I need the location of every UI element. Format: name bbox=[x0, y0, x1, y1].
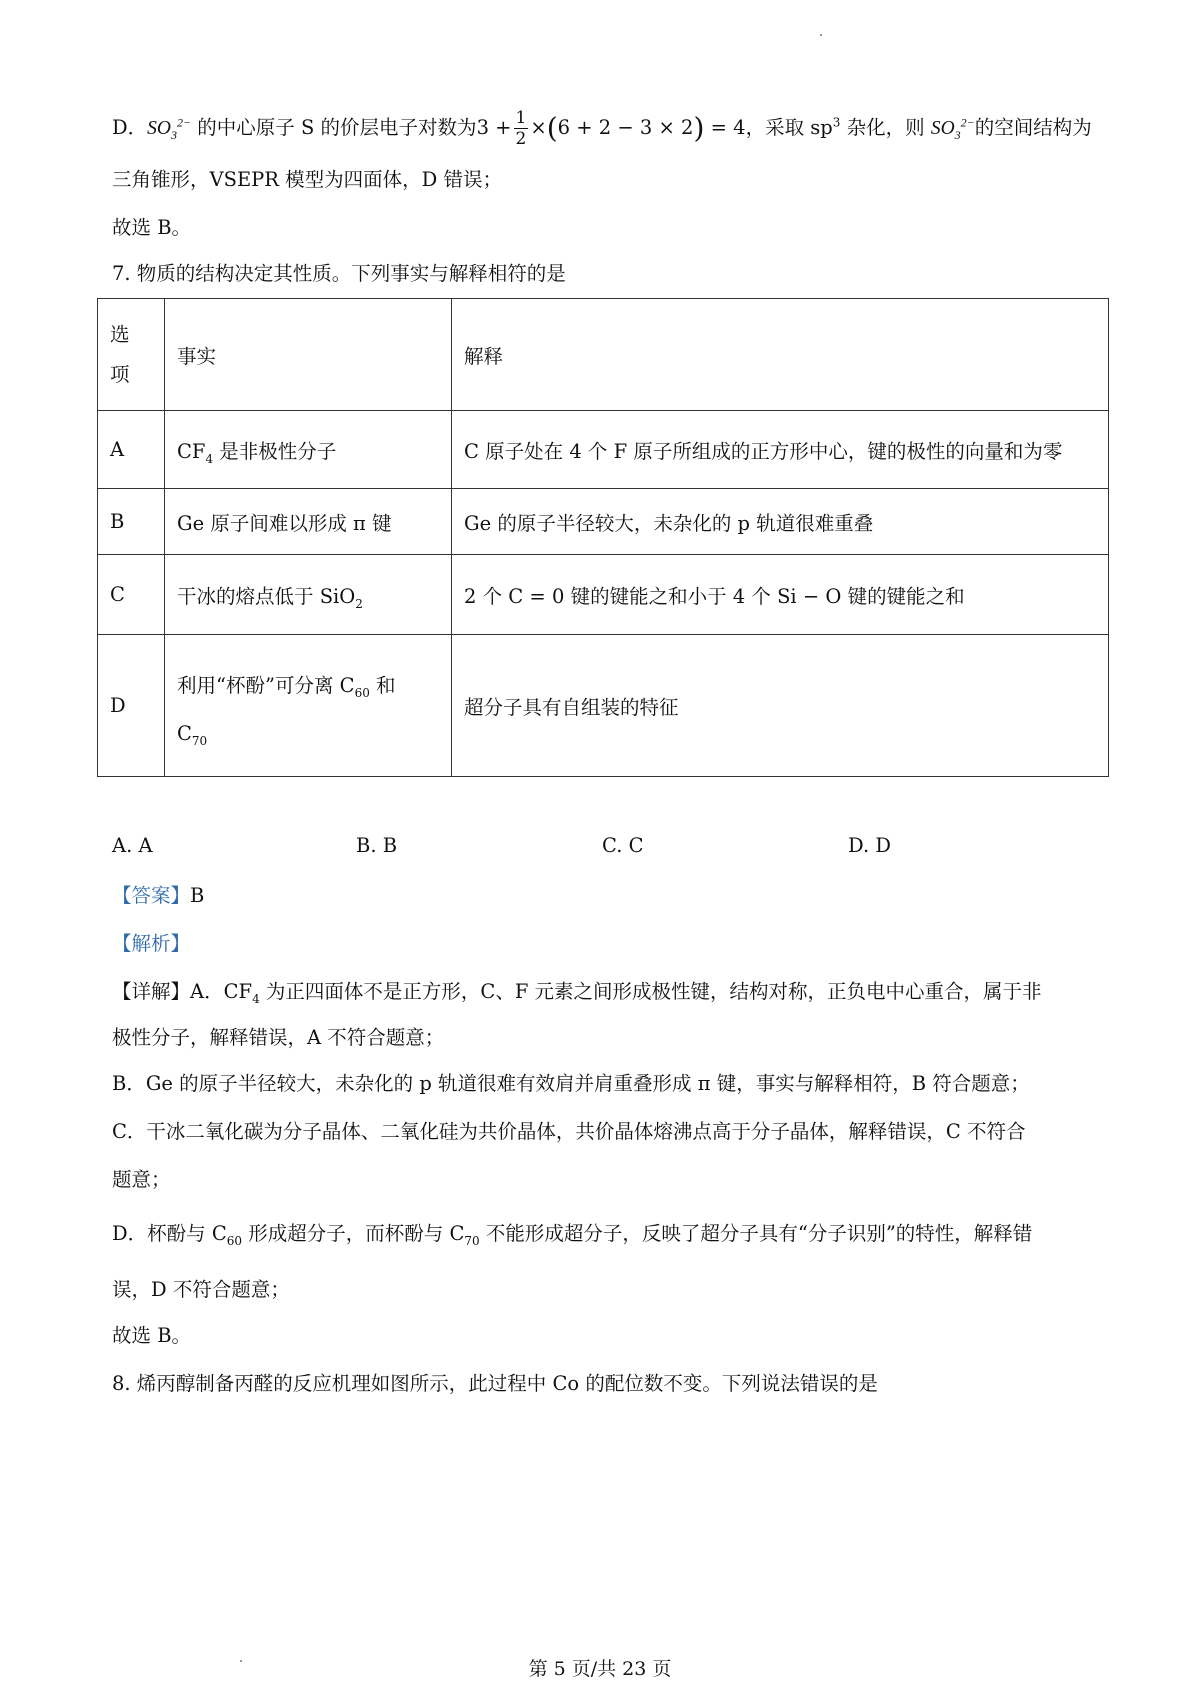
so3-ion: $SO_3^{2-}$ bbox=[930, 115, 975, 142]
detail-b: B．Ge 的原子半径较大，未杂化的 p 轨道很难有效肩并肩重叠形成 π 键，事实与解释相符，B 符合题意； bbox=[112, 1072, 1030, 1095]
table-row: A $CF_4$ 是非极性分子 C 原子处在 4 个 F 原子所组成的正方形中心，键的极性的向量和为零 bbox=[98, 411, 1109, 489]
q7-conclusion: 故选 B。 bbox=[112, 1324, 192, 1347]
choice-c: C. C bbox=[602, 834, 644, 857]
answer-line bbox=[112, 882, 1100, 910]
scan-dot bbox=[820, 34, 822, 36]
explain-cell: Ge 的原子半径较大，未杂化的 p 轨道很难重叠 bbox=[452, 489, 1109, 555]
detail-c-line2: 题意； bbox=[112, 1168, 171, 1191]
detail-d-line2: 误，D 不符合题意； bbox=[112, 1278, 290, 1301]
fact-cell: Ge 原子间难以形成 π 键 bbox=[165, 489, 452, 555]
page-footer: 第 5 页/共 23 页 bbox=[528, 1658, 672, 1680]
choice-b: B. B bbox=[356, 834, 398, 857]
header-fact: 事实 bbox=[165, 299, 452, 411]
answer-tag: 【答案】 bbox=[112, 884, 191, 907]
analysis-line bbox=[112, 930, 1100, 958]
detail-d-line1: D．杯酚与 $C_{60}$ 形成超分子，而杯酚与 $C_{70}$ 不能形成超分子，反映了超分子具有“分子识别”的特性，解释错 bbox=[112, 1222, 1033, 1248]
analysis-tag: 【解析】 bbox=[112, 932, 191, 955]
detail-tag: 【详解】 bbox=[112, 980, 191, 1003]
explain-cell: 超分子具有自组装的特征 bbox=[452, 635, 1109, 777]
table-row: C 干冰的熔点低于 SiO$_2$ 2 个 C = 0 键的键能之和小于 4 个 Si − O 键的键能之和 bbox=[98, 555, 1109, 635]
detail-a-line2: 极性分子，解释错误，A 不符合题意； bbox=[112, 1026, 445, 1049]
detail-c-line1: C．干冰二氧化碳为分子晶体、二氧化硅为共价晶体，共价晶体熔沸点高于分子晶体，解释错误，C 不符合 bbox=[112, 1120, 1026, 1143]
explain-cell: C 原子处在 4 个 F 原子所组成的正方形中心，键的极性的向量和为零 bbox=[452, 411, 1109, 489]
header-option: 选 项 bbox=[98, 299, 165, 411]
q7-options-table bbox=[97, 298, 1109, 777]
fraction: $\frac{1}{2}$ bbox=[515, 108, 527, 149]
fact-cell: $CF_4$ 是非极性分子 bbox=[165, 411, 452, 489]
table-header-row bbox=[98, 299, 1109, 411]
header-explain: 解释 bbox=[452, 299, 1109, 411]
table-row: B Ge 原子间难以形成 π 键 Ge 的原子半径较大，未杂化的 p 轨道很难重叠 bbox=[98, 489, 1109, 555]
choice-d: D. D bbox=[848, 834, 891, 857]
q6-option-d-line2: 三角锥形，VSEPR 模型为四面体，D 错误； bbox=[112, 168, 503, 191]
fact-cell: 利用“杯酚”可分离 $C_{60}$ 和 $C_{70}$ bbox=[165, 635, 452, 777]
choice-a: A. A bbox=[112, 834, 153, 857]
explain-cell: 2 个 C = 0 键的键能之和小于 4 个 Si − O 键的键能之和 bbox=[452, 555, 1109, 635]
q7-stem: 7. 物质的结构决定其性质。下列事实与解释相符的是 bbox=[112, 262, 566, 285]
answer-value: B bbox=[190, 884, 205, 907]
table-row: D 利用“杯酚”可分离 $C_{60}$ 和 $C_{70}$ 超分子具有自组装的特征 bbox=[98, 635, 1109, 777]
fact-cell: 干冰的熔点低于 SiO$_2$ bbox=[165, 555, 452, 635]
so3-ion: $SO_3^{2-}$ bbox=[147, 115, 192, 142]
q6-conclusion: 故选 B。 bbox=[112, 216, 192, 239]
q6-option-d-line1: D．$SO_3^{2-}$ 的中心原子 S 的价层电子对数为3 + $\frac{1}{2}$ ×(6 + 2 − 3 × 2) = 4，采取 $sp^3$ 杂化，则 $SO_3^{2-}$的空间结构为 bbox=[112, 108, 1092, 149]
detail-a-line1: 【详解】A．$CF_4$ 为正四面体不是正方形，C、F 元素之间形成极性键，结构对称，正负电中心重合，属于非 bbox=[112, 980, 1042, 1006]
q8-stem: 8. 烯丙醇制备丙醛的反应机理如图所示，此过程中 Co 的配位数不变。下列说法错误的是 bbox=[112, 1372, 878, 1395]
